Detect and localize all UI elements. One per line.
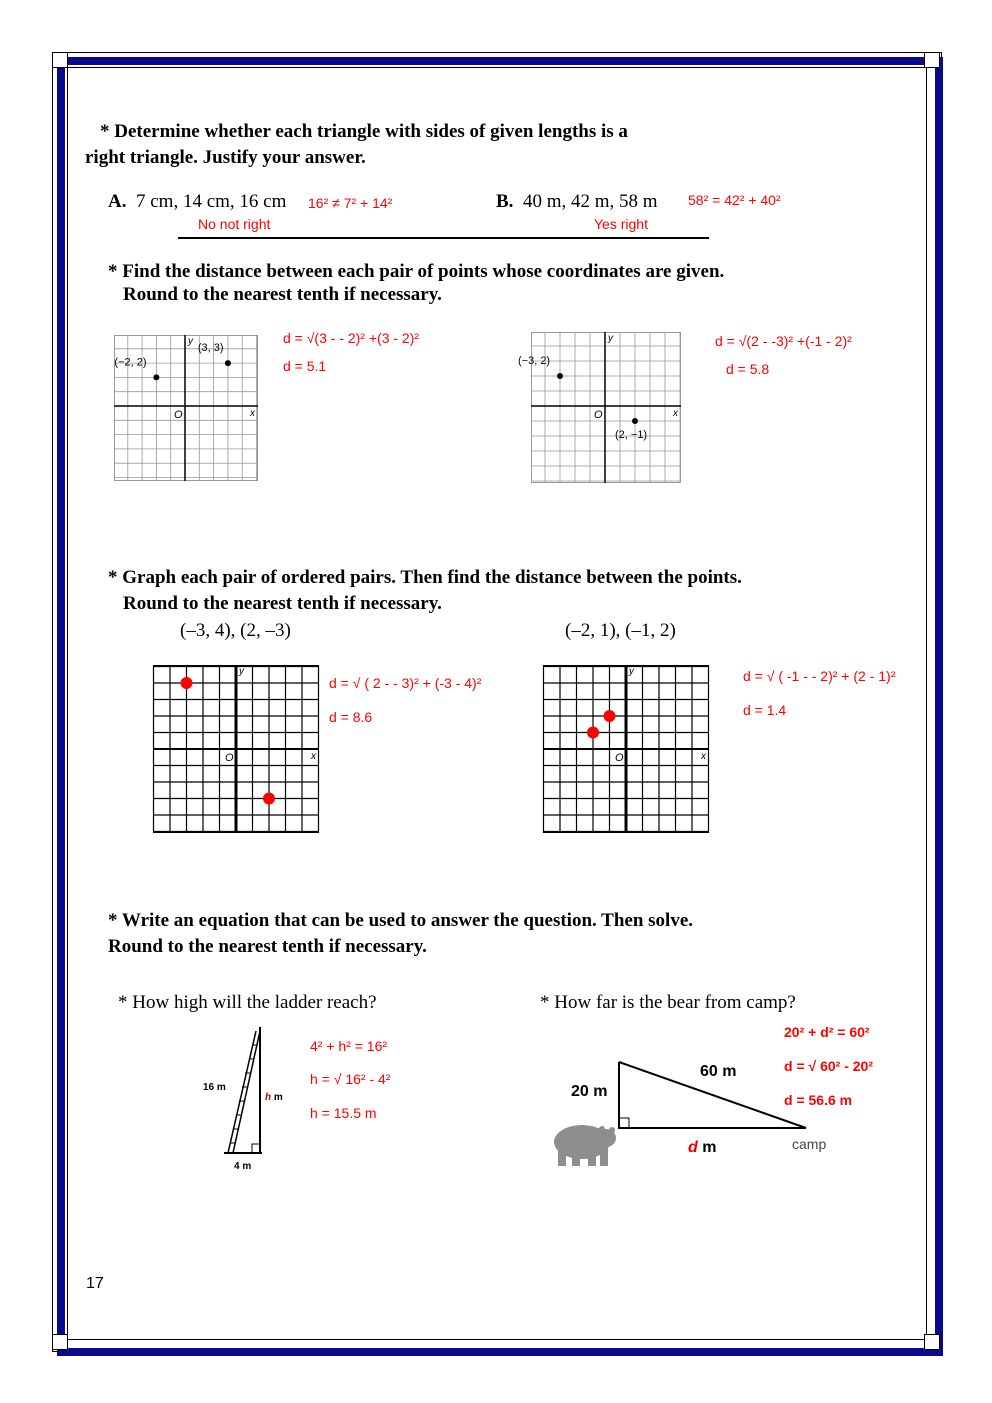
x-axis-label: x: [250, 408, 255, 419]
section3-heading-2: Round to the nearest tenth if necessary.: [123, 593, 442, 614]
hypotenuse-label: 60 m: [700, 1063, 737, 1080]
section3-heading: * Graph each pair of ordered pairs. Then find the distance between the points.: [108, 567, 742, 588]
graph2-answer: d = 5.8: [726, 361, 770, 377]
point: [225, 360, 231, 366]
ladder-base-label: 4 m: [234, 1161, 252, 1172]
ladder-diagram: [220, 1025, 270, 1155]
problem-b: [496, 191, 658, 213]
grid-border: [532, 333, 681, 483]
plotted-point: [263, 793, 275, 805]
problem-a-label: A.: [108, 191, 127, 212]
graph4-answer: d = 1.4: [743, 702, 787, 718]
border-corner: [52, 1334, 68, 1350]
x-axis-label: x: [701, 751, 706, 762]
side-label: 20 m: [571, 1083, 608, 1100]
border-corner: [924, 52, 940, 68]
problem-pairs-1: (–3, 4), (2, –3): [180, 620, 291, 641]
height-var: h: [265, 1092, 272, 1103]
problem-a-sides: 7 cm, 14 cm, 16 cm: [135, 191, 287, 212]
section4-heading: * Write an equation that can be used to answer the question. Then solve.: [108, 910, 694, 931]
origin-label: O: [615, 752, 624, 764]
point: [153, 374, 159, 380]
page-number: 17: [86, 1275, 104, 1292]
base-var: d: [688, 1139, 698, 1156]
y-axis-label: y: [239, 666, 244, 677]
coordinate-grid: [518, 332, 681, 483]
x-axis-label: x: [673, 408, 678, 419]
x-axis-label: x: [311, 751, 316, 762]
graph1-work: d = √(3 - - 2)² +(3 - 2)²: [283, 330, 420, 346]
problem-a-work: 16² ≠ 7² + 14²: [308, 195, 393, 211]
problem-b-answer: Yes right: [594, 216, 648, 232]
bear-work-3: d = 56.6 m: [784, 1092, 853, 1108]
height-unit: m: [273, 1092, 283, 1103]
section2-heading-2: Round to the nearest tenth if necessary.: [123, 284, 442, 305]
bear-image: [554, 1125, 616, 1166]
point: [557, 373, 563, 379]
point-label: (2, −1): [615, 429, 648, 441]
problem-a-answer: No not right: [198, 216, 271, 232]
section2-heading: * Find the distance between each pair of points whose coordinates are given.: [108, 261, 725, 282]
graph3-work: d = √ ( 2 - - 3)² + (-3 - 4)²: [329, 675, 482, 691]
border-corner: [924, 1334, 940, 1350]
point-label: (3, 3): [197, 342, 224, 355]
section1-heading: * Determine whether each triangle with sides of given lengths is a: [100, 121, 628, 142]
ladder-work-2: h = √ 16² - 4²: [310, 1071, 391, 1087]
bear-work-1: 20² + d² = 60²: [784, 1024, 870, 1040]
plotted-point: [604, 710, 616, 722]
section4-heading-2: Round to the nearest tenth if necessary.: [108, 936, 427, 957]
ladder-work-3: h = 15.5 m: [310, 1105, 377, 1121]
ladder-work-1: 4² + h² = 16²: [310, 1038, 388, 1054]
graph1-answer: d = 5.1: [283, 358, 327, 374]
origin-label: O: [174, 409, 183, 421]
base-label: [688, 1139, 716, 1157]
divider: [178, 237, 709, 239]
graph2-work: d = √(2 - -3)² +(-1 - 2)²: [715, 333, 852, 349]
height-label: [265, 1092, 283, 1103]
problem-pairs-2: (–2, 1), (–1, 2): [565, 620, 676, 641]
ladder-question: * How high will the ladder reach?: [118, 992, 377, 1013]
bear-work-2: d = √ 60² - 20²: [784, 1058, 873, 1074]
coordinate-grid: [114, 335, 258, 481]
problem-b-work: 58² = 42² + 40²: [688, 192, 781, 208]
plotted-point: [181, 677, 193, 689]
coordinate-grid[interactable]: [543, 665, 709, 833]
plotted-point: [587, 727, 599, 739]
ladder-length-label: 16 m: [203, 1082, 226, 1093]
bear-question: * How far is the bear from camp?: [540, 992, 796, 1013]
origin-label: O: [225, 752, 234, 764]
section1-heading-2: right triangle. Justify your answer.: [85, 147, 366, 168]
y-axis-label: y: [629, 666, 634, 677]
problem-a: [108, 191, 286, 213]
graph3-answer: d = 8.6: [329, 709, 373, 725]
camp-label: camp: [792, 1136, 827, 1152]
y-axis-label: y: [188, 336, 193, 347]
problem-b-sides: 40 m, 42 m, 58 m: [522, 191, 658, 212]
base-unit: m: [702, 1139, 717, 1156]
coordinate-grid[interactable]: [153, 665, 319, 833]
point-label: (−2, 2): [114, 356, 147, 369]
bear-triangle-diagram: [548, 1058, 810, 1170]
point: [632, 418, 638, 424]
point-label: (−3, 2): [518, 355, 551, 367]
y-axis-label: y: [608, 333, 613, 344]
graph4-work: d = √ ( -1 - - 2)² + (2 - 1)²: [743, 668, 896, 684]
problem-b-label: B.: [496, 191, 514, 212]
border-corner: [52, 52, 68, 68]
origin-label: O: [594, 409, 603, 421]
